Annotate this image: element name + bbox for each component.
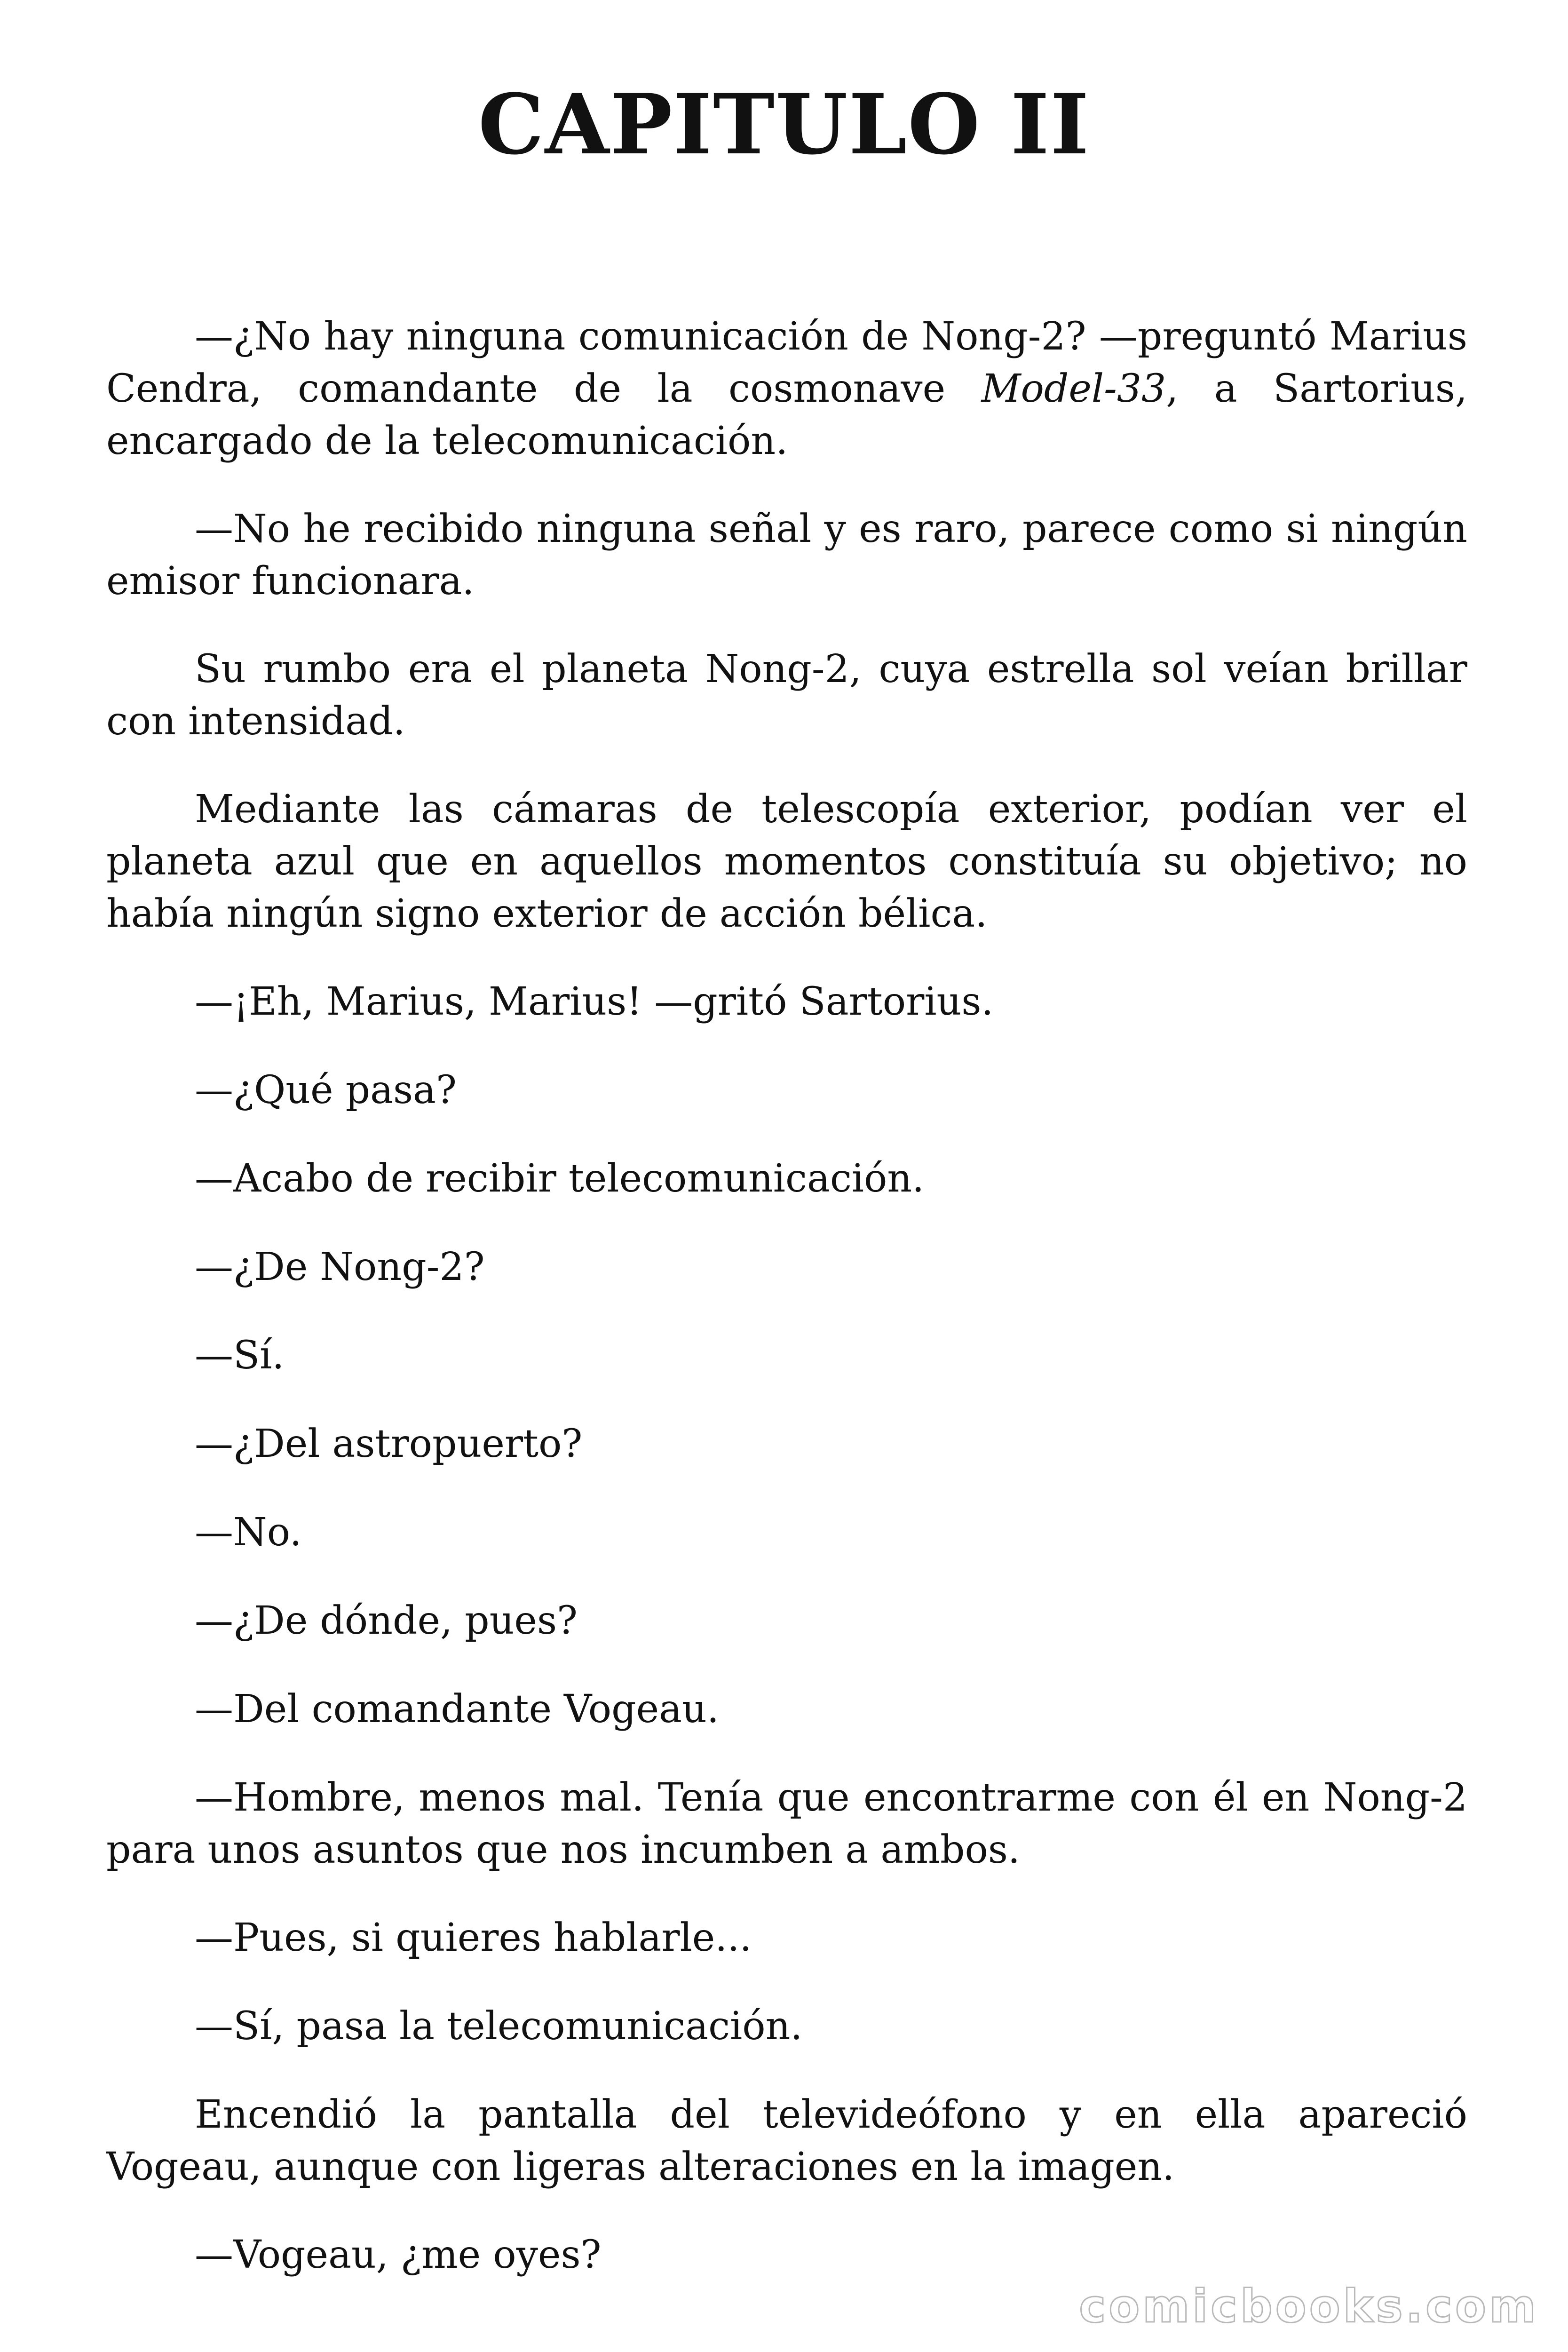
- paragraph: —Sí.: [195, 1333, 285, 1378]
- paragraph: —Del comandante Vogeau.: [195, 1687, 719, 1732]
- paragraph: —¡Eh, Marius, Marius! —gritó Sartorius.: [195, 979, 994, 1024]
- paragraph: —Pues, si quieres hablarle...: [195, 1915, 752, 1960]
- ship-name: Model-33: [981, 366, 1166, 411]
- paragraph: —No he recibido ninguna señal y es raro, parece como si ningún emisor funcionara.: [106, 507, 1467, 604]
- chapter-body: [106, 310, 1467, 2281]
- paragraph-text: , a Sartorius, encargado de la telecomunicación.: [106, 366, 1467, 463]
- chapter-title: CAPITULO II: [478, 76, 1090, 173]
- paragraph: —Sí, pasa la telecomunicación.: [195, 2004, 803, 2049]
- watermark: comicbooks.com: [1079, 2280, 1539, 2333]
- paragraph: —¿De dónde, pues?: [195, 1598, 578, 1643]
- paragraph: —¿De Nong-2?: [195, 1245, 485, 1289]
- paragraph: —Hombre, menos mal. Tenía que encontrarme con él en Nong-2 para unos asuntos que nos incumben a ambos.: [106, 1775, 1467, 1872]
- paragraph-text: —¿No hay ninguna comunicación de Nong-2? —preguntó Marius Cendra, comandante de la cosmonave: [106, 314, 1467, 411]
- paragraph: —¿Del astropuerto?: [195, 1422, 583, 1466]
- paragraph: —No.: [195, 1510, 302, 1555]
- paragraph: —Acabo de recibir telecomunicación.: [195, 1156, 925, 1201]
- paragraph: Encendió la pantalla del televideófono y en ella apareció Vogeau, aunque con ligeras alteraciones en la imagen.: [106, 2092, 1467, 2189]
- paragraph: Su rumbo era el planeta Nong-2, cuya estrella sol veían brillar con intensidad.: [106, 647, 1467, 744]
- paragraph: —Vogeau, ¿me oyes?: [195, 2233, 602, 2277]
- paragraph: —¿Qué pasa?: [195, 1068, 457, 1112]
- paragraph: Mediante las cámaras de telescopía exterior, podían ver el planeta azul que en aquellos momentos constituía su objetivo; no había ningún signo exterior de acción bélica.: [106, 787, 1467, 936]
- paragraph: [106, 310, 1467, 467]
